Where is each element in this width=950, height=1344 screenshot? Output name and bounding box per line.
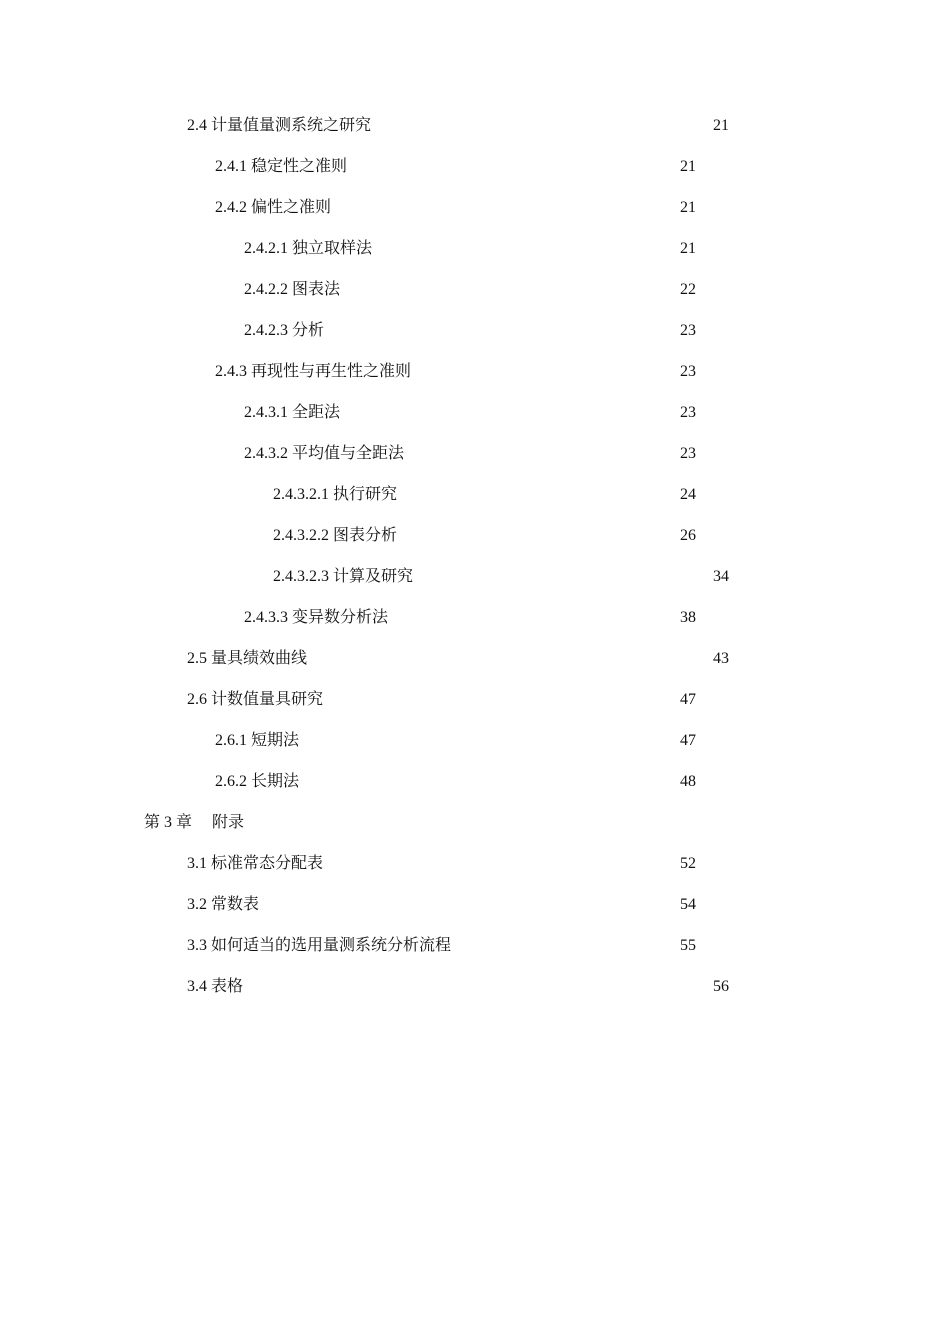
- toc-entry-page: 47: [680, 691, 696, 708]
- toc-entry-page: 23: [680, 363, 696, 380]
- toc-entry-page: 23: [680, 445, 696, 462]
- toc-entry-2-4-3-1[interactable]: [0, 401, 950, 425]
- toc-entry-2-5[interactable]: [0, 647, 950, 671]
- toc-entry-title: 2.4.3.1 全距法: [244, 404, 341, 421]
- toc-entry-title: 3.2 常数表: [187, 896, 260, 913]
- toc-entry-page: 34: [713, 568, 729, 585]
- toc-entry-3-4[interactable]: [0, 975, 950, 999]
- toc-entry-title: 3.4 表格: [187, 978, 244, 995]
- toc-entry-2-4-2-1[interactable]: [0, 237, 950, 261]
- toc-entry-title: 2.4.3.3 变异数分析法: [244, 609, 389, 626]
- toc-entry-2-4-1[interactable]: [0, 155, 950, 179]
- toc-entry-title: 3.1 标准常态分配表: [187, 855, 324, 872]
- toc-entry-page: 21: [680, 240, 696, 257]
- toc-entry-chapter-3[interactable]: [0, 811, 950, 835]
- toc-entry-page: 48: [680, 773, 696, 790]
- toc-entry-page: 52: [680, 855, 696, 872]
- toc-entry-2-4-3-2-3[interactable]: [0, 565, 950, 589]
- toc-entry-title: 2.6.2 长期法: [215, 773, 300, 790]
- toc-entry-page: 38: [680, 609, 696, 626]
- toc-entry-title: 2.4.3.2 平均值与全距法: [244, 445, 405, 462]
- toc-entry-page: 54: [680, 896, 696, 913]
- toc-entry-3-2[interactable]: [0, 893, 950, 917]
- toc-entry-2-4-3-2-1[interactable]: [0, 483, 950, 507]
- toc-entry-title: 2.4.3.2.2 图表分析: [273, 527, 398, 544]
- toc-entry-page: 23: [680, 322, 696, 339]
- toc-entry-title: 2.4.2.2 图表法: [244, 281, 341, 298]
- toc-entry-2-4-3-3[interactable]: [0, 606, 950, 630]
- toc-entry-page: 55: [680, 937, 696, 954]
- toc-entry-title: 2.6 计数值量具研究: [187, 691, 324, 708]
- toc-entry-title: 2.4.3.2.3 计算及研究: [273, 568, 414, 585]
- toc-entry-title: 2.5 量具绩效曲线: [187, 650, 308, 667]
- toc-entry-page: 21: [713, 117, 729, 134]
- toc-entry-3-3[interactable]: [0, 934, 950, 958]
- toc-entry-2-4-2[interactable]: [0, 196, 950, 220]
- toc-entry-page: 22: [680, 281, 696, 298]
- toc-entry-title: 2.4.1 稳定性之准则: [215, 158, 348, 175]
- toc-entry-page: 21: [680, 158, 696, 175]
- toc-entry-page: 26: [680, 527, 696, 544]
- toc-entry-title: 2.6.1 短期法: [215, 732, 300, 749]
- toc-entry-2-4-3-2-2[interactable]: [0, 524, 950, 548]
- toc-entry-title: 2.4.2.1 独立取样法: [244, 240, 373, 257]
- toc-entry-2-4-2-3[interactable]: [0, 319, 950, 343]
- toc-entry-page: 21: [680, 199, 696, 216]
- toc-entry-2-6[interactable]: [0, 688, 950, 712]
- toc-entry-page: 47: [680, 732, 696, 749]
- toc-entry-title: 2.4 计量值量测系统之研究: [187, 117, 372, 134]
- toc-entry-page: 43: [713, 650, 729, 667]
- toc-entry-title: 2.4.2 偏性之准则: [215, 199, 332, 216]
- toc-entry-page: 23: [680, 404, 696, 421]
- toc-entry-page: 24: [680, 486, 696, 503]
- toc-entry-2-4-3-2[interactable]: [0, 442, 950, 466]
- toc-entry-title: 2.4.2.3 分析: [244, 322, 325, 339]
- toc-entry-2-6-1[interactable]: [0, 729, 950, 753]
- toc-entry-title: 2.4.3 再现性与再生性之准则: [215, 363, 412, 380]
- toc-entry-title: 2.4.3.2.1 执行研究: [273, 486, 398, 503]
- toc-entry-2-4[interactable]: [0, 114, 950, 138]
- toc-chapter-title: 第 3 章 附录: [144, 814, 245, 831]
- toc-entry-3-1[interactable]: [0, 852, 950, 876]
- toc-entry-title: 3.3 如何适当的选用量测系统分析流程: [187, 937, 452, 954]
- toc-entry-2-4-2-2[interactable]: [0, 278, 950, 302]
- toc-entry-page: 56: [713, 978, 729, 995]
- toc-entry-2-6-2[interactable]: [0, 770, 950, 794]
- toc-entry-2-4-3[interactable]: [0, 360, 950, 384]
